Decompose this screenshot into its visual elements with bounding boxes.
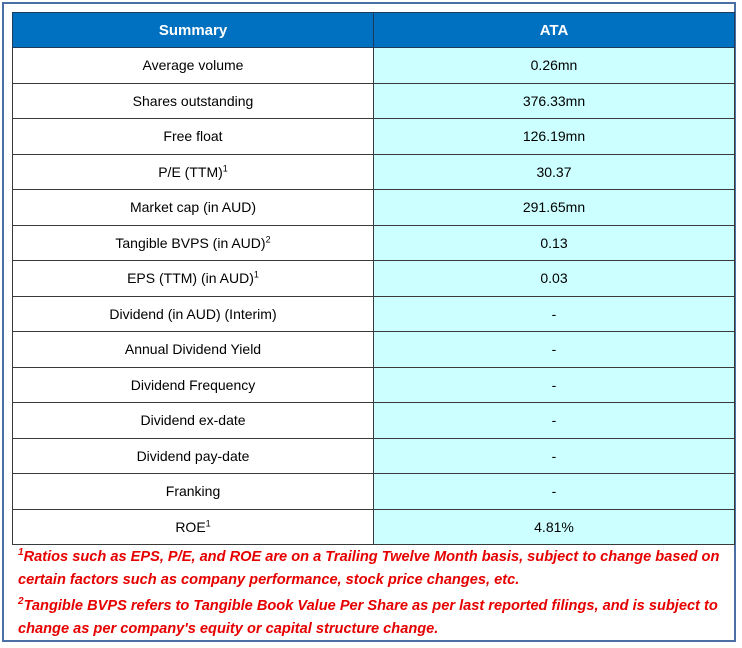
- footnote-marker: 1: [18, 547, 24, 559]
- metric-label: Dividend ex-date: [13, 403, 374, 439]
- metric-value: -: [374, 438, 735, 474]
- metric-value: 126.19mn: [374, 119, 735, 155]
- table-row: [13, 332, 735, 368]
- metric-value: 291.65mn: [374, 190, 735, 226]
- table-header-row: [13, 13, 735, 48]
- metric-value: 0.03: [374, 261, 735, 297]
- metric-label: Dividend (in AUD) (Interim): [13, 296, 374, 332]
- metric-label: Dividend pay-date: [13, 438, 374, 474]
- table-row: [13, 48, 735, 84]
- metric-label: Dividend Frequency: [13, 367, 374, 403]
- metric-value: -: [374, 296, 735, 332]
- metric-value: 0.26mn: [374, 48, 735, 84]
- footnote-2: [18, 595, 730, 641]
- footnote-1: [18, 546, 730, 592]
- metric-value: -: [374, 403, 735, 439]
- table-row: [13, 367, 735, 403]
- summary-table: [12, 12, 735, 545]
- metric-label: Average volume: [13, 48, 374, 84]
- metric-label: Tangible BVPS (in AUD)$^2$: [13, 225, 374, 261]
- table-row: [13, 296, 735, 332]
- metric-label: P/E (TTM)$^1$: [13, 154, 374, 190]
- metric-label: Annual Dividend Yield: [13, 332, 374, 368]
- table-row: [13, 190, 735, 226]
- table-row: [13, 83, 735, 119]
- footnote-text: Tangible BVPS refers to Tangible Book Value Per Share as per last reported filings, and is subject to change as per company's equity or capital structure change.: [18, 598, 718, 637]
- metric-value: -: [374, 367, 735, 403]
- table-row: [13, 438, 735, 474]
- footnote-marker: 2: [18, 596, 24, 608]
- table-row: [13, 261, 735, 297]
- metric-label: Free float: [13, 119, 374, 155]
- metric-label: ROE$^1$: [13, 509, 374, 545]
- metric-value: -: [374, 332, 735, 368]
- metric-label: Franking: [13, 474, 374, 510]
- table-row: [13, 509, 735, 545]
- header-summary: Summary: [13, 13, 374, 48]
- metric-value: 30.37: [374, 154, 735, 190]
- table-row: [13, 119, 735, 155]
- table-row: [13, 154, 735, 190]
- metric-label: Shares outstanding: [13, 83, 374, 119]
- metric-value: 4.81%: [374, 509, 735, 545]
- metric-label: EPS (TTM) (in AUD)$^1$: [13, 261, 374, 297]
- footnotes: [18, 546, 730, 644]
- metric-value: 376.33mn: [374, 83, 735, 119]
- footnote-text: Ratios such as EPS, P/E, and ROE are on a Trailing Twelve Month basis, subject to change based on certain factors such as company performance, stock price changes, etc.: [18, 549, 720, 588]
- table-row: [13, 225, 735, 261]
- header-ticker: ATA: [374, 13, 735, 48]
- metric-value: 0.13: [374, 225, 735, 261]
- summary-card: [2, 2, 736, 642]
- metric-label: Market cap (in AUD): [13, 190, 374, 226]
- table-row: [13, 474, 735, 510]
- table-row: [13, 403, 735, 439]
- metric-value: -: [374, 474, 735, 510]
